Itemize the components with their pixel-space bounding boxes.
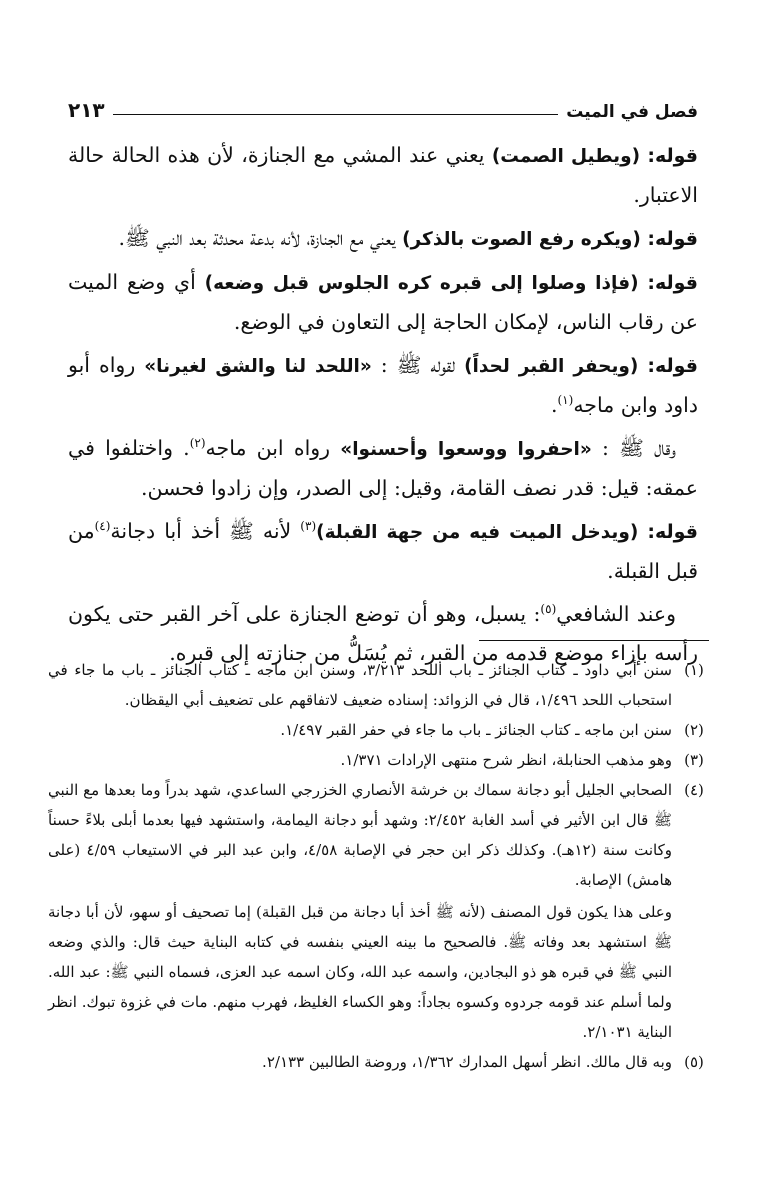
lead-word: قوله: [647, 228, 698, 250]
footnote-body [48, 745, 672, 775]
footnote-ref[interactable]: (٤) [94, 519, 111, 534]
footnote [48, 775, 716, 1047]
footnote [48, 715, 716, 745]
footnote-text: سنن أبي داود ـ كتاب الجنائز ـ باب اللحد ٣/٢١٣، وسنن ابن ماجه ـ كتاب الجنائز ـ باب ما جاء في استحباب اللحد ١/٤٩٦، قال في الزوائد: إسناده ضعيف لاتفاقهم على تضعيف أبي اليقظان. [48, 661, 672, 709]
matn-quote: (ويطيل الصمت) [491, 146, 641, 167]
lead-word: قوله: [647, 521, 698, 543]
footnote-number: (٣) [684, 751, 704, 769]
footnote-body [48, 655, 672, 715]
commentary-text: يعني مع الجنازة، لأنه بدعة محدثة بعد النبي ﷺ. [118, 226, 403, 250]
footnote-text: وعلى هذا يكون قول المصنف (لأنه ﷺ أخذ أبا دجانة من قبل القبلة) إما تصحيف أو سهو، لأن أبا دجانة ﷺ استشهد بعد وفاته ﷺ. فالصحيح ما بينه العيني بنفسه في كتابه البناية حيث قال: والذي وضعه النبي ﷺ في قبره هو ذو البجادين، واسمه عبد الله، وكان اسمه عبد العزى، فسماه النبي ﷺ: عبد الله. ولما أسلم عند قومه جردوه وكسوه بجاداً: وهو الكساء الغليظ، فهرب منهم. مات في غزوة تبوك. انظر البناية ٢/١٠٣١. [48, 903, 672, 1041]
paragraph [68, 512, 698, 591]
paragraph [68, 429, 698, 508]
header-rule [113, 114, 559, 115]
footnote-number: (٢) [684, 721, 704, 739]
footnote-body [48, 775, 672, 1047]
footnote-number: (٥) [684, 1053, 704, 1071]
footnote [48, 745, 716, 775]
lead-word: قوله: [647, 145, 698, 167]
lead-word: قوله: [647, 272, 698, 294]
footnote-body [48, 715, 672, 745]
page-number: ٢١٣ [68, 98, 105, 122]
hadith-quote: «احفروا ووسعوا وأحسنوا» [340, 439, 592, 460]
footnote-text: وهو مذهب الحنابلة، انظر شرح منتهى الإرادات ١/٣٧١. [340, 751, 672, 769]
commentary-text: وقال ﷺ : [591, 436, 676, 460]
main-text [68, 136, 698, 677]
commentary-text: وعند الشافعي [556, 602, 676, 626]
commentary-text: . [550, 393, 558, 417]
lead-word: قوله: [647, 355, 698, 377]
footnote-ref[interactable]: (١) [557, 393, 574, 408]
paragraph [68, 263, 698, 342]
commentary-text: : يسبل، وهو أن توضع الجنازة على آخر القبر حتى يكون رأسه بإزاء موضع قدمه من القبر، ثم يُسَلُّ من جنازته إلى قبره. [68, 602, 698, 665]
commentary-text: رواه ابن ماجه [205, 436, 341, 460]
footnotes [48, 655, 716, 1077]
chapter-title: فصل في الميت [566, 102, 698, 122]
commentary-text: يعني عند المشي مع الجنازة، لأن هذه الحالة حالة الاعتبار. [68, 143, 698, 207]
footnote-separator [479, 640, 709, 641]
footnote [48, 655, 716, 715]
paragraph [68, 219, 698, 259]
footnote-text: الصحابي الجليل أبو دجانة سماك بن خرشة الأنصاري الخزرجي الساعدي، شهد بدراً وما بعدها مع النبي ﷺ قال ابن الأثير في أسد الغابة ٢/٤٥٢: وشهد أبو دجانة اليمامة، واستشهد فيها بعدما أبلى بلاءً حسناً وكانت سنة (١٢هـ). وكذلك ذكر ابن حجر في الإصابة ٤/٥٨، وابن عبد البر في الاستيعاب ٤/٥٩ (على هامش) الإصابة. [48, 781, 673, 889]
footnote-ref[interactable]: (٢) [189, 436, 206, 451]
commentary-text: رواه أبو داود وابن ماجه [68, 353, 698, 417]
running-header [68, 88, 698, 122]
commentary-text: . واختلفوا في عمقه: قيل: قدر نصف القامة، وقيل: إلى الصدر، وإن زادوا فحسن. [68, 436, 698, 500]
footnote-number: (١) [684, 661, 704, 679]
matn-quote: (ويحفر القبر لحداً) [464, 356, 639, 377]
footnote [48, 1047, 716, 1077]
footnote-ref[interactable]: (٥) [540, 602, 557, 617]
paragraph [68, 346, 698, 425]
footnote-body [48, 1047, 672, 1077]
footnote-ref[interactable]: (٣) [300, 519, 317, 534]
commentary-text: من قبل القبلة. [68, 519, 698, 583]
commentary-text: أي وضع الميت عن رقاب الناس، لإمكان الحاجة إلى التعاون في الوضع. [68, 270, 698, 334]
commentary-text: لقوله ﷺ : [371, 353, 465, 377]
matn-quote: (ويكره رفع الصوت بالذكر) [402, 229, 641, 250]
matn-quote: (فإذا وصلوا إلى قبره كره الجلوس قبل وضعه) [204, 273, 639, 294]
hadith-quote: «اللحد لنا والشق لغيرنا» [144, 356, 372, 377]
footnote-number: (٤) [684, 781, 704, 799]
commentary-text: لأنه ﷺ أخذ أبا دجانة [110, 519, 301, 543]
footnote-text: وبه قال مالك. انظر أسهل المدارك ١/٣٦٢، وروضة الطالبين ٢/١٣٣. [262, 1053, 672, 1071]
footnote-text: سنن ابن ماجه ـ كتاب الجنائز ـ باب ما جاء في حفر القبر ١/٤٩٧. [280, 721, 672, 739]
paragraph [68, 136, 698, 215]
matn-quote: (ويدخل الميت فيه من جهة القبلة) [316, 522, 639, 543]
